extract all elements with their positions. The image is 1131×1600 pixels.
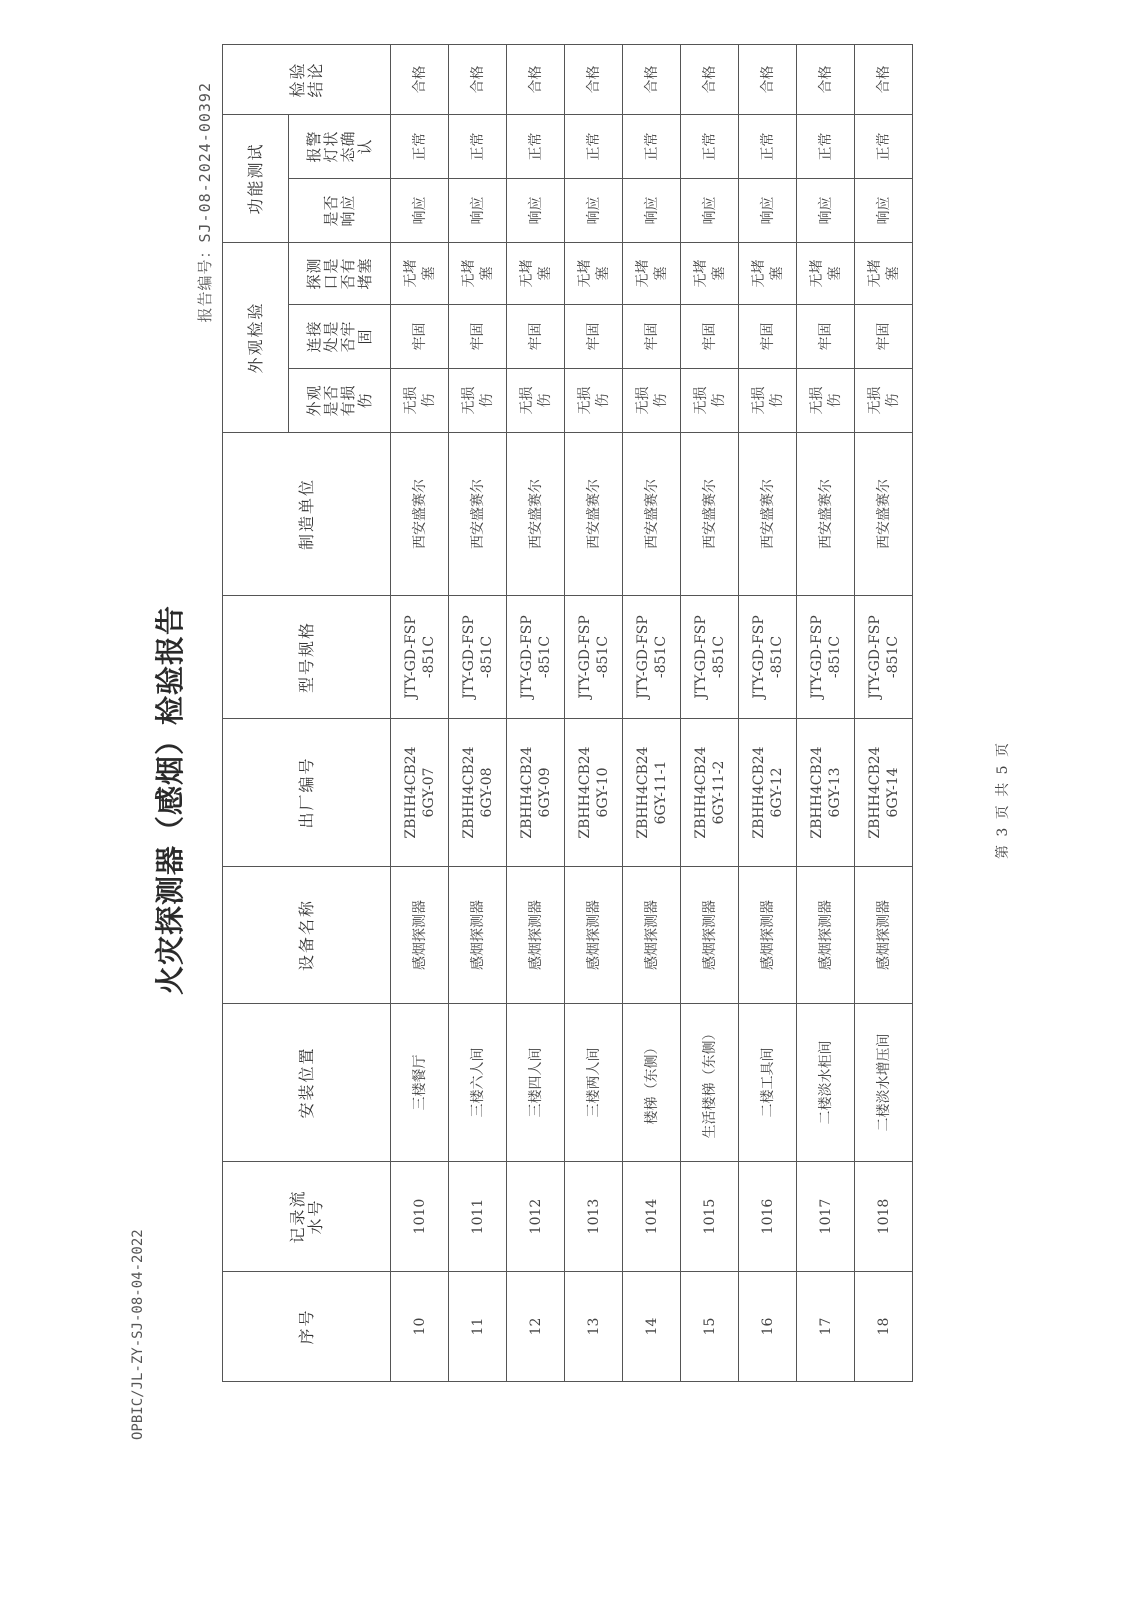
- cell-name: 感烟探测器: [797, 867, 855, 1004]
- cell-response: 响应: [797, 179, 855, 243]
- cell-factory: ZBHH4CB246GY-14: [855, 719, 913, 867]
- header-visual-damage: 外观是否有损伤: [289, 369, 391, 433]
- cell-seq: 13: [565, 1272, 623, 1382]
- header-row-1: [223, 45, 289, 1382]
- header-visual-group: 外观检验: [223, 243, 289, 433]
- cell-damage: 无损伤: [565, 369, 623, 433]
- cell-factory: ZBHH4CB246GY-10: [565, 719, 623, 867]
- cell-fixed: 牢固: [507, 305, 565, 369]
- cell-blocked: 无堵塞: [565, 243, 623, 305]
- cell-name: 感烟探测器: [739, 867, 797, 1004]
- cell-blocked: 无堵塞: [855, 243, 913, 305]
- cell-name: 感烟探测器: [565, 867, 623, 1004]
- cell-maker: 西安盛赛尔: [797, 433, 855, 596]
- cell-seq: 14: [623, 1272, 681, 1382]
- report-number: 报告编号：SJ-08-2024-00392: [196, 82, 214, 323]
- cell-factory: ZBHH4CB246GY-11-2: [681, 719, 739, 867]
- cell-name: 感烟探测器: [391, 867, 449, 1004]
- header-factory-no: 出厂编号: [223, 719, 391, 867]
- header-manufacturer: 制造单位: [223, 433, 391, 596]
- cell-damage: 无损伤: [507, 369, 565, 433]
- cell-response: 响应: [391, 179, 449, 243]
- cell-damage: 无损伤: [797, 369, 855, 433]
- cell-factory: ZBHH4CB246GY-11-1: [623, 719, 681, 867]
- cell-location: 二楼淡水增压间: [855, 1004, 913, 1162]
- table-row: [449, 45, 507, 1382]
- cell-fixed: 牢固: [797, 305, 855, 369]
- header-device-name: 设备名称: [223, 867, 391, 1004]
- cell-fixed: 牢固: [681, 305, 739, 369]
- cell-fixed: 牢固: [391, 305, 449, 369]
- cell-fixed: 牢固: [623, 305, 681, 369]
- cell-name: 感烟探测器: [507, 867, 565, 1004]
- cell-result: 合格: [855, 45, 913, 115]
- cell-factory: ZBHH4CB246GY-12: [739, 719, 797, 867]
- cell-lamp: 正常: [391, 115, 449, 179]
- cell-name: 感烟探测器: [449, 867, 507, 1004]
- table-row: [623, 45, 681, 1382]
- cell-model: JTY-GD-FSP-851C: [565, 596, 623, 719]
- cell-response: 响应: [565, 179, 623, 243]
- cell-lamp: 正常: [565, 115, 623, 179]
- cell-fixed: 牢固: [855, 305, 913, 369]
- cell-model: JTY-GD-FSP-851C: [681, 596, 739, 719]
- cell-result: 合格: [391, 45, 449, 115]
- table-row: [855, 45, 913, 1382]
- header-location: 安装位置: [223, 1004, 391, 1162]
- cell-response: 响应: [449, 179, 507, 243]
- cell-blocked: 无堵塞: [623, 243, 681, 305]
- cell-model: JTY-GD-FSP-851C: [507, 596, 565, 719]
- cell-response: 响应: [507, 179, 565, 243]
- cell-seq: 11: [449, 1272, 507, 1382]
- cell-maker: 西安盛赛尔: [565, 433, 623, 596]
- header-model: 型号规格: [223, 596, 391, 719]
- cell-name: 感烟探测器: [855, 867, 913, 1004]
- cell-location: 生活楼梯（东侧）: [681, 1004, 739, 1162]
- cell-seq: 12: [507, 1272, 565, 1382]
- cell-seq: 17: [797, 1272, 855, 1382]
- cell-lamp: 正常: [797, 115, 855, 179]
- cell-response: 响应: [855, 179, 913, 243]
- report-title: 火灾探测器（感烟）检验报告: [153, 605, 187, 996]
- cell-response: 响应: [739, 179, 797, 243]
- header-func-lamp: 报警灯状态确认: [289, 115, 391, 179]
- cell-maker: 西安盛赛尔: [681, 433, 739, 596]
- table-row: [797, 45, 855, 1382]
- cell-factory: ZBHH4CB246GY-13: [797, 719, 855, 867]
- header-func-response: 是否响应: [289, 179, 391, 243]
- cell-seq: 15: [681, 1272, 739, 1382]
- cell-lamp: 正常: [855, 115, 913, 179]
- cell-result: 合格: [739, 45, 797, 115]
- cell-location: 三楼四人间: [507, 1004, 565, 1162]
- cell-damage: 无损伤: [681, 369, 739, 433]
- header-function-group: 功能测试: [223, 115, 289, 243]
- cell-seq: 16: [739, 1272, 797, 1382]
- cell-factory: ZBHH4CB246GY-09: [507, 719, 565, 867]
- cell-location: 二楼淡水柜间: [797, 1004, 855, 1162]
- header-visual-fixed: 连接处是否牢固: [289, 305, 391, 369]
- cell-record: 1011: [449, 1162, 507, 1272]
- cell-lamp: 正常: [507, 115, 565, 179]
- cell-record: 1015: [681, 1162, 739, 1272]
- cell-fixed: 牢固: [739, 305, 797, 369]
- cell-location: 楼梯（东侧）: [623, 1004, 681, 1162]
- cell-response: 响应: [681, 179, 739, 243]
- cell-record: 1017: [797, 1162, 855, 1272]
- cell-response: 响应: [623, 179, 681, 243]
- cell-result: 合格: [565, 45, 623, 115]
- cell-record: 1010: [391, 1162, 449, 1272]
- cell-location: 三楼餐厅: [391, 1004, 449, 1162]
- cell-result: 合格: [449, 45, 507, 115]
- cell-maker: 西安盛赛尔: [507, 433, 565, 596]
- table-row: [391, 45, 449, 1382]
- cell-lamp: 正常: [449, 115, 507, 179]
- cell-blocked: 无堵塞: [739, 243, 797, 305]
- cell-maker: 西安盛赛尔: [449, 433, 507, 596]
- cell-maker: 西安盛赛尔: [855, 433, 913, 596]
- cell-name: 感烟探测器: [681, 867, 739, 1004]
- cell-blocked: 无堵塞: [391, 243, 449, 305]
- header-seq: 序号: [223, 1272, 391, 1382]
- cell-location: 三楼两人间: [565, 1004, 623, 1162]
- cell-result: 合格: [681, 45, 739, 115]
- cell-factory: ZBHH4CB246GY-07: [391, 719, 449, 867]
- cell-seq: 18: [855, 1272, 913, 1382]
- cell-damage: 无损伤: [855, 369, 913, 433]
- cell-maker: 西安盛赛尔: [391, 433, 449, 596]
- cell-record: 1018: [855, 1162, 913, 1272]
- cell-location: 二楼工具间: [739, 1004, 797, 1162]
- cell-fixed: 牢固: [565, 305, 623, 369]
- cell-model: JTY-GD-FSP-851C: [855, 596, 913, 719]
- cell-record: 1012: [507, 1162, 565, 1272]
- form-code: OPBIC/JL-ZY-SJ-08-04-2022: [130, 1229, 146, 1440]
- cell-lamp: 正常: [623, 115, 681, 179]
- cell-maker: 西安盛赛尔: [739, 433, 797, 596]
- header-conclusion: 检验结论: [223, 45, 391, 115]
- cell-location: 三楼六人间: [449, 1004, 507, 1162]
- table-row: [507, 45, 565, 1382]
- page-footer: 第 3 页 共 5 页: [995, 740, 1011, 860]
- cell-damage: 无损伤: [449, 369, 507, 433]
- cell-blocked: 无堵塞: [681, 243, 739, 305]
- cell-damage: 无损伤: [623, 369, 681, 433]
- cell-model: JTY-GD-FSP-851C: [391, 596, 449, 719]
- header-visual-blocked: 探测口是否有堵塞: [289, 243, 391, 305]
- cell-lamp: 正常: [739, 115, 797, 179]
- cell-record: 1014: [623, 1162, 681, 1272]
- table-row: [565, 45, 623, 1382]
- cell-record: 1016: [739, 1162, 797, 1272]
- cell-damage: 无损伤: [739, 369, 797, 433]
- cell-factory: ZBHH4CB246GY-08: [449, 719, 507, 867]
- inspection-table: [222, 44, 913, 1382]
- cell-lamp: 正常: [681, 115, 739, 179]
- cell-result: 合格: [623, 45, 681, 115]
- cell-result: 合格: [797, 45, 855, 115]
- cell-blocked: 无堵塞: [507, 243, 565, 305]
- cell-model: JTY-GD-FSP-851C: [797, 596, 855, 719]
- cell-blocked: 无堵塞: [797, 243, 855, 305]
- table-row: [681, 45, 739, 1382]
- table-row: [739, 45, 797, 1382]
- cell-record: 1013: [565, 1162, 623, 1272]
- cell-model: JTY-GD-FSP-851C: [739, 596, 797, 719]
- cell-seq: 10: [391, 1272, 449, 1382]
- cell-blocked: 无堵塞: [449, 243, 507, 305]
- cell-result: 合格: [507, 45, 565, 115]
- cell-name: 感烟探测器: [623, 867, 681, 1004]
- cell-model: JTY-GD-FSP-851C: [623, 596, 681, 719]
- cell-fixed: 牢固: [449, 305, 507, 369]
- cell-model: JTY-GD-FSP-851C: [449, 596, 507, 719]
- cell-maker: 西安盛赛尔: [623, 433, 681, 596]
- header-record-no: 记录流水号: [223, 1162, 391, 1272]
- cell-damage: 无损伤: [391, 369, 449, 433]
